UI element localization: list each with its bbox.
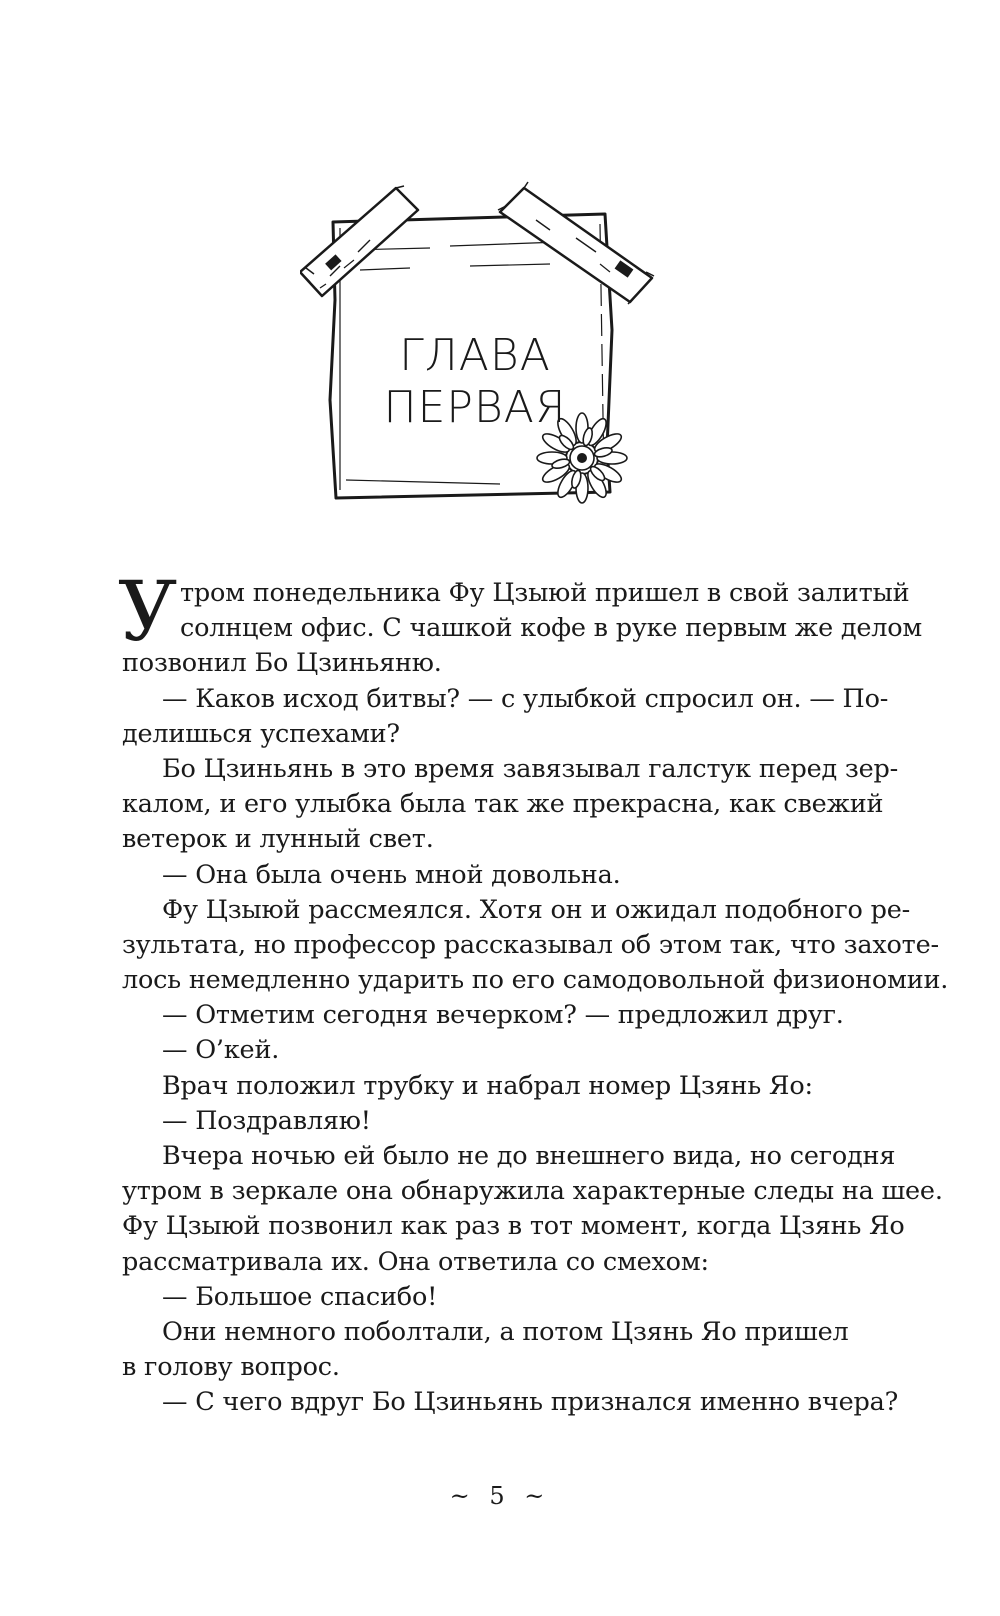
text-line: — С чего вдруг Бо Цзиньянь признался именно вчера?	[162, 1387, 899, 1418]
text-line: Фу Цзыюй рассмеялся. Хотя он и ожидал подобного ре-	[162, 894, 911, 925]
text-line: — Отметим сегодня вечерком? — предложил друг.	[162, 1000, 844, 1031]
chapter-title-line-2: ПЕРВАЯ	[383, 382, 567, 433]
text-line: утром в зеркале она обнаружила характерные следы на шее.	[122, 1176, 943, 1207]
text-line: Бо Цзиньянь в это время завязывал галстук перед зер-	[162, 753, 899, 784]
text-line: — О’кей.	[162, 1035, 280, 1066]
text-line: позвонил Бо Цзиньяню.	[122, 648, 442, 679]
drop-cap: У	[118, 565, 178, 660]
text-line: Врач положил трубку и набрал номер Цзянь Яо:	[162, 1070, 813, 1101]
text-line: калом, и его улыбка была так же прекрасна, как свежий	[122, 789, 884, 820]
chapter-title	[340, 330, 610, 434]
text-line: делишься успехами?	[122, 718, 400, 749]
text-line: рассматривала их. Она ответила со смехом:	[122, 1246, 709, 1277]
text-line: Вчера ночью ей было не до внешнего вида, но сегодня	[162, 1141, 896, 1171]
text-line: Они немного поболтали, а потом Цзянь Яо пришел	[162, 1316, 849, 1347]
left-tape	[300, 186, 418, 296]
body-text	[118, 565, 949, 1421]
text-line: в голову вопрос.	[122, 1352, 340, 1383]
text-line: — Каков исход битвы? — с улыбкой спросил он. — По-	[162, 683, 889, 714]
text-line: зультата, но профессор рассказывал об этом так, что захоте-	[122, 929, 939, 960]
chapter-title-line-1: ГЛАВА	[399, 330, 551, 381]
text-line: солнцем офис. С чашкой кофе в руке первым же делом	[180, 613, 923, 644]
text-line: тром понедельника Фу Цзыюй пришел в свой залитый	[180, 578, 910, 608]
text-line: Фу Цзыюй позвонил как раз в тот момент, когда Цзянь Яо	[122, 1211, 905, 1242]
text-line: ветерок и лунный свет.	[122, 824, 434, 855]
text-line: — Поздравляю!	[162, 1105, 371, 1136]
page-number: ~ 5 ~	[449, 1482, 551, 1510]
text-line: — Она была очень мной довольна.	[162, 859, 621, 890]
text-line: — Большое спасибо!	[162, 1281, 438, 1312]
text-line: лось немедленно ударить по его самодовольной физиономии.	[122, 965, 949, 996]
